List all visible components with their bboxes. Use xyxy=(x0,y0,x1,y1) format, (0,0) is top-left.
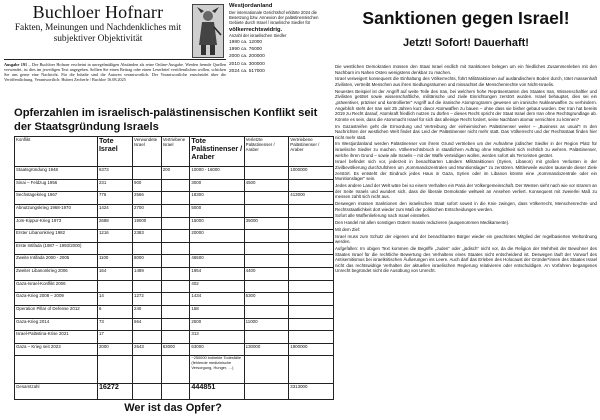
table-row xyxy=(15,192,334,205)
cell-displaced-palestinians xyxy=(289,356,334,384)
cell-dead-israel: 17 xyxy=(97,331,132,344)
cell-dead-israel: 1100 xyxy=(97,255,132,268)
subheadline: Jetzt! Sofort! Dauerhaft! xyxy=(403,37,529,49)
cell-wounded-israel xyxy=(133,167,162,180)
victims-table-body xyxy=(15,167,334,400)
issue-label: Ausgabe 191 xyxy=(4,62,28,67)
cell-displaced-israel xyxy=(161,280,190,293)
cell-wounded-israel: 2566 xyxy=(133,192,162,205)
masthead xyxy=(4,2,226,100)
cell-dead-israel: 14 xyxy=(97,293,132,306)
cell-dead-israel xyxy=(97,242,132,255)
column-header-dead-palestinians: Tote Palästinenser / Araber xyxy=(190,137,244,167)
cell-dead-palestinians: 15000 xyxy=(190,217,244,230)
cell-conflict: Abnutzungskrieg 1968-1970 xyxy=(15,204,98,217)
cell-displaced-israel xyxy=(161,217,190,230)
victims-table xyxy=(14,136,334,400)
cell-conflict: Erste Intifada (1987 – 1993/2000) xyxy=(15,242,98,255)
column-header-wounded-palestinians: Verletzte Palästinenser / Araber xyxy=(244,137,289,167)
cell-conflict: Gaza – Krieg seit 2023 xyxy=(15,343,98,356)
total-cell-displaced-palestinians: 3313000 xyxy=(289,383,334,399)
table-row xyxy=(15,356,334,384)
cell-dead-palestinians: 402 xyxy=(190,280,244,293)
cell-dead-israel: 231 xyxy=(97,179,132,192)
cell-displaced-palestinians xyxy=(289,255,334,268)
article-paragraph: Deswegen müssen Sanktionen den israelischen Staat sofort soweit in die Knie zwingen, dass Völkerrecht, Menschenrechte und Rechtsstaatlichkeit dort wieder zum Maß der politischen Entscheidungen werden. xyxy=(335,200,597,212)
cell-conflict: Zweite Intifada 2000 - 2005 xyxy=(15,255,98,268)
cell-displaced-israel: 200 xyxy=(161,167,190,180)
total-cell-wounded-israel xyxy=(133,383,162,399)
column-header-displaced-palestinians: Vertriebene Palästinenser / Araber xyxy=(289,137,334,167)
total-cell-conflict: Gesamtzahl xyxy=(15,383,98,399)
cell-dead-palestinians: 2500 xyxy=(190,318,244,331)
cell-wounded-israel xyxy=(133,242,162,255)
cell-displaced-israel xyxy=(161,331,190,344)
total-cell-dead-israel: 16272 xyxy=(97,383,132,399)
imprint-text: – Der Buchloer Hofnarr erscheint in unregelmäßigen Abständen als reine Online-Ausgabe. Werden fremde Quellen verwendet, ist dies im jeweiligen Text angegeben. Sollten Sie einen Beitrag oder einen Leserbrief veröffentlichen wollen, schicken Sie uns gerne eine Nachricht. Für die Inhalte sind die Autoren verantwortlich. Der Verantwortliche entscheidet über die Veröffentlichung. Verantwortlich: Hubert Zecherle / Buchloe 16.08.2025 xyxy=(4,62,227,82)
cell-wounded-israel: 900 xyxy=(133,179,162,192)
cell-displaced-palestinians xyxy=(289,293,334,306)
total-cell-dead-palestinians: 444851 xyxy=(190,383,244,399)
settler-row: 2000 ca. 200000 xyxy=(229,54,265,60)
cell-displaced-palestinians xyxy=(289,230,334,243)
masthead-divider xyxy=(4,59,226,60)
settler-count-label: Anzahl der israelischen Siedler xyxy=(229,32,287,38)
cell-dead-israel: 776 xyxy=(97,192,132,205)
table-row xyxy=(15,280,334,293)
cell-dead-palestinians: 3000 xyxy=(190,179,244,192)
westjordanland-verdict: völkerrechtswidrig. xyxy=(229,26,283,33)
article-paragraph: Die westlichen Demokratien müssen den Staat Israel endlich mit Sanktionen belegen um ein friedliches Zusammenleben mit den Nachbarn im Nahen Osten wenigstens denkbar zu machen. xyxy=(335,64,597,75)
cell-dead-israel: 1216 xyxy=(97,230,132,243)
masthead-subtitle-line1: Fakten, Meinungen und Nachdenkliches mit xyxy=(14,23,182,33)
cell-wounded-palestinians xyxy=(244,255,289,268)
cell-dead-israel: 2000 xyxy=(97,343,132,356)
cell-conflict: Zweiter Libanonkrieg 2006 xyxy=(15,268,98,281)
cell-displaced-israel xyxy=(161,192,190,205)
column-header-dead-israel: Tote Israel xyxy=(97,137,132,167)
cell-wounded-israel: 2643 xyxy=(133,343,162,356)
table-row xyxy=(15,204,334,217)
column-header-wounded-israel: Verwundete Israel xyxy=(133,137,162,167)
table-row xyxy=(15,230,334,243)
settler-row: 1980 ca. 12000 xyxy=(229,39,263,45)
article-paragraph: Sofort alle Waffenlieferung nach Israel einstellen. xyxy=(335,213,431,219)
cell-dead-israel: 1424 xyxy=(97,204,132,217)
cell-displaced-palestinians xyxy=(289,318,334,331)
cell-conflict: Gaza-Israel-Konflikt 2006 xyxy=(15,280,98,293)
article-paragraph: Aufgefallen: Im obigen Text kommen die Begriffe „Juden“ oder „jüdisch“ nicht vor, da die Religion der Mehrheit der Bewohner des Staates Israel für die rechtliche Bewertung des Verhaltens eines Staates nicht entscheidend ist. Deswegen läuft der Vorwurf des Antisemitismus bei israelkritischen Äußerungen ins Leere. Auch darf das Erleben des Holocaust der Gründer*innen des Staates Israel nicht das rechtswidrige Verhalten der aktuellen israelischen Regierung relativieren oder entschuldigen. An Vorfahren begangenes Unrecht begründet nicht die Ausübung von Unrecht. xyxy=(335,246,597,274)
article-paragraph: Im Gazastreifen geht die Ermordung und Vertreibung der einheimischen Palästinenser weiter – „Business as usual“! In den Nachrichten der westlichen Welt findet das Leid der Palästinenser nicht mehr statt. Das Völkerrecht und der Rechtsstaat finden hier nicht mehr statt. xyxy=(335,123,597,140)
cell-dead-israel: 73 xyxy=(97,318,132,331)
table-row xyxy=(15,343,334,356)
table-row xyxy=(15,318,334,331)
cell-displaced-israel: 63000 xyxy=(161,343,190,356)
table-row xyxy=(15,331,334,344)
cell-displaced-palestinians xyxy=(289,305,334,318)
masthead-subtitle xyxy=(10,23,186,45)
cell-conflict: Operation Pillar of Defense 2012 xyxy=(15,305,98,318)
cell-dead-palestinians: 158 xyxy=(190,305,244,318)
cell-dead-palestinians: 1954 xyxy=(190,268,244,281)
cell-dead-palestinians xyxy=(190,242,244,255)
table-row xyxy=(15,293,334,306)
total-cell-displaced-israel xyxy=(161,383,190,399)
westjordanland-heading: Westjordanland xyxy=(229,3,273,9)
cell-wounded-palestinians xyxy=(244,280,289,293)
cell-wounded-israel: 240 xyxy=(133,305,162,318)
cell-conflict xyxy=(15,356,98,384)
article-paragraph: Neuestes Beispiel ist der Angriff auf weite Teile des Iran, bei welchem hohe Repräsentanten des Staates Iran, Wissenschaftler und Zivilisten getötet sowie wissenschaftliche, militärische und zivile Einrichtungen zerstört wurden. Israel behauptet, dies sei ein „präventiver, präziser und kontrollierter“ Angriff auf die iranische Atomprogramm gewesen um iranische Nuklearwaffen zu verhindern. Angeblich steht der Iran seit 25 Jahren kurz davor Atomwaffen zu bauen – ohne dass sie bisher gebaut wurden. Der Iran hat bereits 2019 zu Recht darauf, Atomkraft friedlich nutzen zu dürfen – dieses Recht spricht der Staat Israel dem Iran ohne Rechtsgrundlage ab. Könnte es sein, dass die Atommacht Israel für sich das alleinige Recht fordert, seine Nachbarn atomar vernichten zu können? xyxy=(335,88,597,122)
cell-displaced-israel xyxy=(161,179,190,192)
cell-displaced-israel xyxy=(161,242,190,255)
cell-dead-palestinians: 313 xyxy=(190,331,244,344)
cell-dead-palestinians: 46500 xyxy=(190,255,244,268)
cell-wounded-palestinians xyxy=(244,192,289,205)
cell-displaced-palestinians xyxy=(289,280,334,293)
cell-wounded-israel: 8000 xyxy=(133,255,162,268)
cell-dead-israel: 6 xyxy=(97,305,132,318)
cell-wounded-palestinians xyxy=(244,230,289,243)
cell-wounded-israel: 19000 xyxy=(133,217,162,230)
cell-displaced-israel xyxy=(161,293,190,306)
cell-displaced-palestinians: 1000000 xyxy=(289,167,334,180)
cell-wounded-palestinians: 130000 xyxy=(244,343,289,356)
cell-displaced-palestinians xyxy=(289,217,334,230)
cell-dead-israel: 6373 xyxy=(97,167,132,180)
cell-displaced-palestinians xyxy=(289,331,334,344)
table-row xyxy=(15,305,334,318)
cell-conflict: Sinai – Feldzug 1956 xyxy=(15,179,98,192)
table-row xyxy=(15,255,334,268)
table-row xyxy=(15,217,334,230)
table-row xyxy=(15,167,334,180)
cell-wounded-palestinians xyxy=(244,305,289,318)
cell-conflict: Gaza-Krieg 2008 – 2009 xyxy=(15,293,98,306)
article-paragraph: Mit dem Ziel: xyxy=(335,226,361,232)
cell-wounded-palestinians xyxy=(244,331,289,344)
cell-wounded-israel: 664 xyxy=(133,318,162,331)
article-paragraph: Israel befindet sich vor, jederzeit in benachbarten Ländern Militäraktionen (Syrien, Libanon) mit großen Verlusten in der Zivilbevölkerung durchzuführen um „Kommandozentralen und Munitionslager“ zu zerstören. Mittlerweile wurden tausende dieser Ziele zerstört. Es entsteht der Eindruck jedes Haus in Gaza, Syrien oder im Libanon könnte eine „Kommandozentrale oder ein Munitionslager“ sein. xyxy=(335,159,597,182)
cell-displaced-israel xyxy=(161,230,190,243)
cell-displaced-palestinians xyxy=(289,242,334,255)
masthead-title: Buchloer Hofnarr xyxy=(32,2,164,22)
column-header-displaced-israel: Vertriebene Israel xyxy=(161,137,190,167)
article-paragraph: Israel muss zum Schutz der eigenen und der benachbarten Bürger wieder ein geachtetes Mitglied der regelbasierten Weltordnung werden. xyxy=(335,233,597,245)
cell-wounded-palestinians xyxy=(244,356,289,384)
cell-wounded-palestinians: 4400 xyxy=(244,268,289,281)
cell-wounded-israel: 2700 xyxy=(133,204,162,217)
table-total-row xyxy=(15,383,334,399)
cell-wounded-israel xyxy=(133,356,162,384)
table-title: Opferzahlen im israelisch-palästinensischen Konflikt seit der Staatsgründung Israels xyxy=(14,107,318,133)
cell-dead-palestinians: 18300 xyxy=(190,192,244,205)
cell-dead-israel: 2688 xyxy=(97,217,132,230)
cell-displaced-palestinians: 413000 xyxy=(289,192,334,205)
victims-table-wrapper xyxy=(14,136,334,400)
cell-displaced-israel xyxy=(161,255,190,268)
cell-displaced-israel xyxy=(161,305,190,318)
jester-logo-image xyxy=(192,4,224,58)
article-paragraph: Im Westjordanland werden Palästinenser von ihrem Grund vertrieben um der Aufnahme jüdischer Siedler in der Region Platz für israelische Siedler zu machen. Völkerrechtsbruch in staatlichem Auftrag ohne Möglichkeit sich rechtlich zu wehren. Palästinenser, welche ihren Grund – sowie alle Israelis – mit der Waffe verteidigen wollen, werden sofort als Terroristen getötet. xyxy=(335,141,597,158)
table-row xyxy=(15,268,334,281)
cell-dead-palestinians: ~250000 indirekte Todesfälle (fehlende medizinische Versorgung, Hunger, …) xyxy=(190,356,244,384)
article-paragraph: Jedes andere Land der Welt wäre bei so einem Verhalten ein Paria der Völkergemeinschaft. Der Westen sieht nach wie vor stramm an der Seite Israels und wundert sich, dass die liberale Demokratie weltweit an Ansehen verliert. Konsequent mit zweierlei Maß zu messen zahlt sich nicht aus. xyxy=(335,183,597,200)
cell-wounded-palestinians xyxy=(244,242,289,255)
cell-wounded-israel: 1272 xyxy=(133,293,162,306)
article-body xyxy=(335,64,597,418)
headline: Sanktionen gegen Israel! xyxy=(362,8,570,28)
total-cell-wounded-palestinians xyxy=(244,383,289,399)
cell-wounded-palestinians xyxy=(244,204,289,217)
cell-wounded-palestinians xyxy=(244,167,289,180)
cell-dead-israel xyxy=(97,356,132,384)
cell-dead-israel: 164 xyxy=(97,268,132,281)
cell-wounded-israel: 2383 xyxy=(133,230,162,243)
cell-conflict: Israel-Palästina-Krise 2021 xyxy=(15,331,98,344)
cell-wounded-israel xyxy=(133,280,162,293)
westjordanland-box xyxy=(229,3,333,113)
masthead-imprint xyxy=(4,62,226,82)
cell-wounded-palestinians: 35000 xyxy=(244,217,289,230)
cell-displaced-palestinians xyxy=(289,204,334,217)
cell-dead-palestinians: 63000 xyxy=(190,343,244,356)
cell-dead-palestinians: 10000 - 16000 xyxy=(190,167,244,180)
cell-dead-palestinians: 20000 xyxy=(190,230,244,243)
cell-displaced-palestinians xyxy=(289,179,334,192)
cell-displaced-israel xyxy=(161,356,190,384)
cell-displaced-israel xyxy=(161,268,190,281)
settler-row: 2010 ca. 300000 xyxy=(229,61,265,67)
closing-question: Wer ist das Opfer? xyxy=(124,402,222,414)
cell-displaced-palestinians: 1900000 xyxy=(289,343,334,356)
cell-wounded-palestinians: 5300 xyxy=(244,293,289,306)
cell-wounded-israel xyxy=(133,331,162,344)
cell-wounded-palestinians: 11000 xyxy=(244,318,289,331)
table-row xyxy=(15,179,334,192)
jester-figure-icon xyxy=(193,5,223,57)
settler-row: 1990 ca. 76000 xyxy=(229,47,263,53)
cell-dead-palestinians: 1434 xyxy=(190,293,244,306)
cell-dead-palestinians: 5000 xyxy=(190,204,244,217)
cell-dead-israel xyxy=(97,280,132,293)
article-paragraph: Israel verweigert konsequent die Einhaltung des Völkerrechts, führt Militäraktionen auf ausländischem Boden durch, tötet massenhaft Zivilisten, vertreibt Menschen aus ihren Siedlungsräumen und missachtet die Menschenrechte von Nicht-Israelis. xyxy=(335,76,597,87)
cell-conflict: Sechstagekrieg 1967 xyxy=(15,192,98,205)
cell-wounded-israel: 1489 xyxy=(133,268,162,281)
cell-conflict: Staatsgründung 1948 xyxy=(15,167,98,180)
column-header-conflict: Konflikt xyxy=(15,137,98,167)
westjordanland-text: Der internationale Gerichtshof erklärte 2024 die Besetzung bzw. Annexion der palästinensischen Gebiete durch Israel / israelische Siedler für xyxy=(229,10,319,26)
cell-displaced-israel xyxy=(161,318,190,331)
cell-conflict: Gaza-Krieg 2014 xyxy=(15,318,98,331)
masthead-subtitle-line2: subjektiver Objektivität xyxy=(53,34,143,44)
table-row xyxy=(15,242,334,255)
article-paragraph: Den Handel mit allen sonstigen Gütern massiv reduzieren (ausgenommen Medikamente). xyxy=(335,220,510,226)
settler-row: 2024 ca. 517000 xyxy=(229,69,265,75)
cell-conflict: Jom-Kippur-Krieg 1973 xyxy=(15,217,98,230)
cell-displaced-israel xyxy=(161,204,190,217)
cell-conflict: Erster Libanonkrieg 1982 xyxy=(15,230,98,243)
cell-displaced-palestinians xyxy=(289,268,334,281)
cell-wounded-palestinians: 4500 xyxy=(244,179,289,192)
